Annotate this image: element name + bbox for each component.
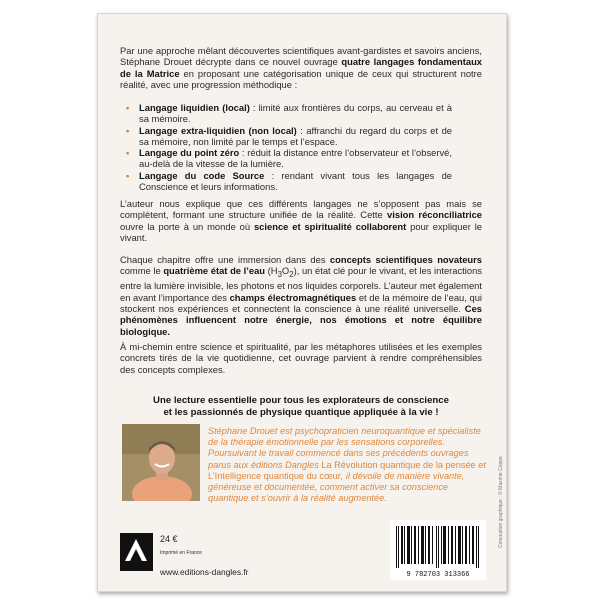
isbn-text: 9 782703 313366: [406, 571, 470, 579]
website: www.editions-dangles.fr: [160, 567, 249, 577]
design-credit: Conception graphique : © Maxime Coppe: [498, 456, 504, 548]
bullet-icon: •: [126, 124, 130, 136]
publisher-logo: [120, 533, 153, 571]
methods-list: [120, 102, 482, 192]
paragraph-conclusion: À mi-chemin entre science et spiritualité, par les métaphores utilisées et les exemples concrets tirés de la vie quotidienne, cet ouvrage parvient à rendre compréhensibles des concepts complexes.: [120, 341, 482, 375]
book-back-cover: [97, 13, 507, 592]
bullet-icon: •: [126, 102, 130, 113]
closing-statement: Une lecture essentielle pour tous les explorateurs de conscience et les passionnés de physique quantique appliquée à la vie !: [153, 395, 449, 418]
printed-in: Imprimé en France: [160, 550, 202, 556]
paragraph-concepts: Chaque chapitre offre une immersion dans des concepts scientifiques novateurs comme le quatrième état de l’eau $(H_3O_2)$, un état clé pour le vivant, et les interactions entre la lumière invisible, les photons et nos liquides corporels. L’auteur met également en avant l’importance des champs électromagnétiques et de la mémoire de l’eau, qui stockent nos expériences et connectent la conscience à une réalité universelle. Ces phénomènes influencent notre énergie, nos émotions et notre équilibre biologique.: [120, 254, 482, 337]
price: 24 €: [160, 534, 178, 544]
paragraph-vision: L’auteur nous explique que ces différents langages ne s’opposent pas mais se complètent, formant une structure unifiée de la réalité. Cette vision réconciliatrice ouvre la porte à un monde où science et spiritualité collaborent pour expliquer le vivant.: [120, 198, 483, 243]
intro-bold: quatre langages fondamentaux de la Matrice: [120, 56, 483, 79]
bullet-icon: •: [126, 169, 130, 181]
intro-text-end: en proposant une catégorisation unique de ceux qui structurent notre réalité, avec une progression méthodique :: [120, 67, 483, 90]
intro-text: Par une approche mêlant découvertes scientifiques avant-gardistes et savoirs anciens, Stéphane Drouet décrypte dans ce nouvel ouvrage: [120, 45, 482, 68]
list-item: • Langage liquidien (local) : limité aux frontières du corps, au cerveau et à sa mémoire.: [126, 102, 452, 125]
author-photo: [122, 424, 200, 501]
list-item: • Langage du point zéro : réduit la distance entre l’observateur et l’observé, au-delà de la vitesse de la lumière.: [126, 147, 453, 170]
isbn-barcode: [390, 520, 486, 580]
list-item: • Langage du code Source : rendant vivant tous les langages de Conscience et leurs informations.: [126, 169, 452, 193]
intro-paragraph: [120, 45, 482, 90]
bullet-icon: •: [126, 147, 130, 159]
author-bio: Stéphane Drouet est psychopraticien neuroquantique et spécialiste de la thérapie émotionnelle par les sensations corporelles. Poursuivant le travail commencé dans ses précédents ouvrages parus aux éditions Dangles La Révolution quantique de la pensée et L’Intelligence quantique du cœur, il dévoile de manière vivante, généreuse et documentée, comment activer sa conscience quantique et s’ouvrir à la réalité augmentée.: [208, 426, 486, 504]
list-item: • Langage extra-liquidien (non local) : affranchi du regard du corps et de sa mémoire, non limité par le temps et l’espace.: [126, 124, 452, 147]
